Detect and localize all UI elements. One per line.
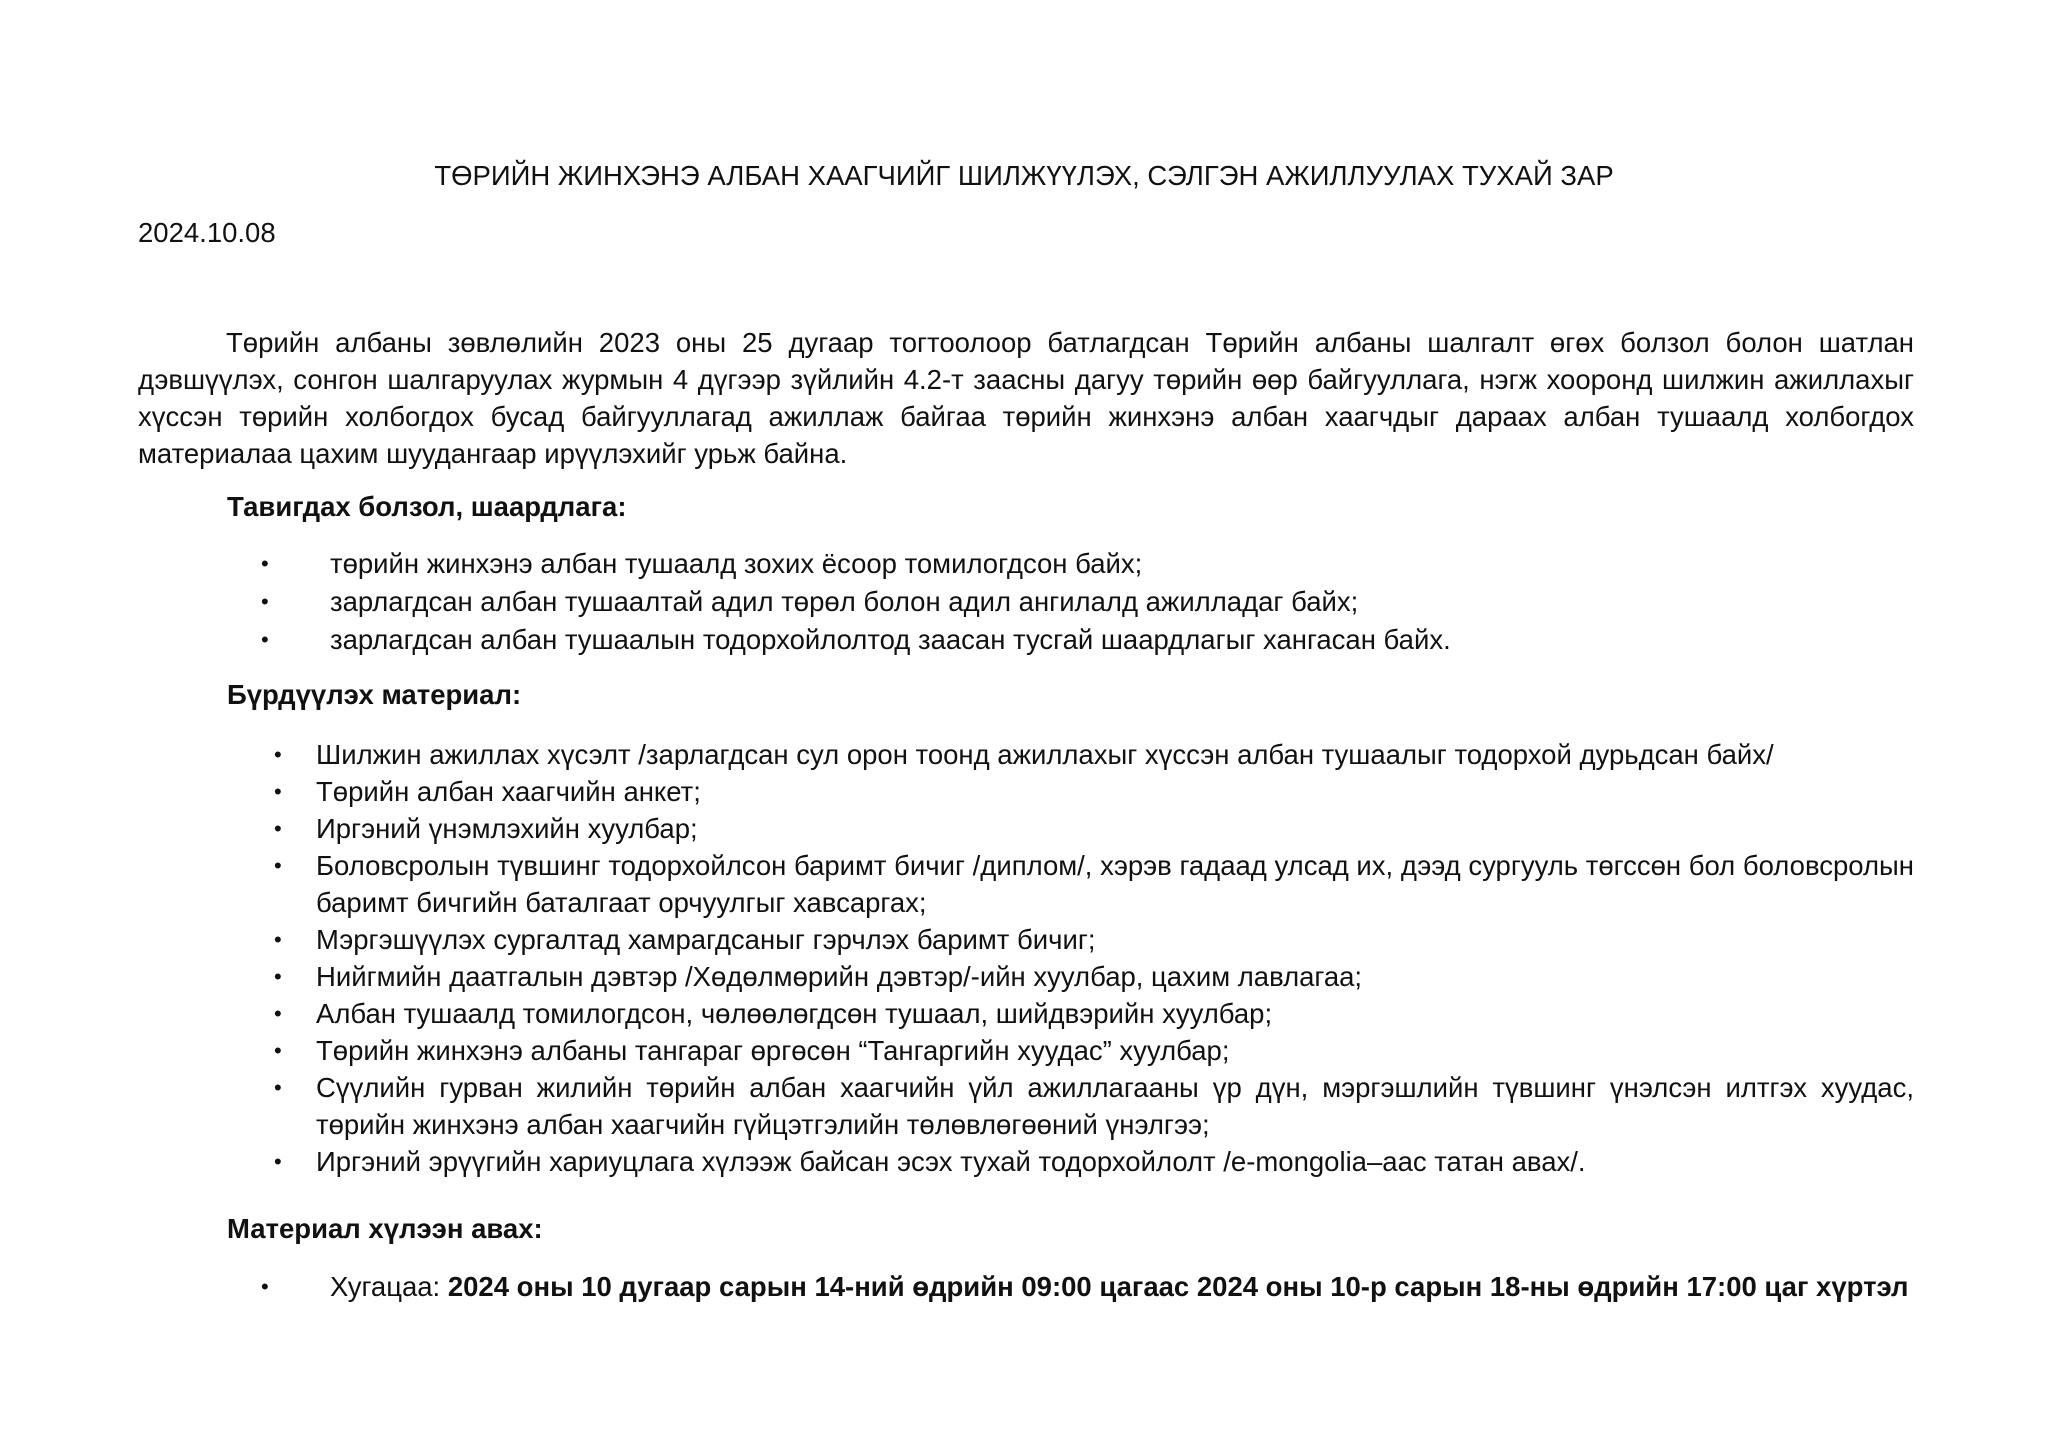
list-item: • Төрийн жинхэнэ албаны тангараг өргөсөн “Тангаргийн хуудас” хуулбар;: [316, 1032, 1914, 1069]
deadline-value: 2024 оны 10 дугаар сарын 14-ний өдрийн 09:00 цагаас 2024 оны 10-р сарын 18-ны өдрийн 17:00 цаг хүртэл: [447, 1271, 1909, 1302]
list-item: • зарлагдсан албан тушаалын тодорхойлолтод заасан тусгай шаардлагыг хангасан байх.: [330, 621, 1920, 658]
list-item: • Иргэний эрүүгийн хариуцлага хүлээж байсан эсэх тухай тодорхойлолт /e-mongolia–аас татан авах/.: [316, 1143, 1914, 1180]
bullet-icon: •: [261, 589, 269, 614]
bullet-icon: •: [261, 551, 269, 576]
document-title: ТӨРИЙН ЖИНХЭНЭ АЛБАН ХААГЧИЙГ ШИЛЖҮҮЛЭХ, СЭЛГЭН АЖИЛЛУУЛАХ ТУХАЙ ЗАР: [434, 160, 1614, 191]
requirements-list: [261, 545, 1920, 659]
receiving-list: [261, 1268, 1914, 1305]
bullet-icon: •: [274, 816, 282, 841]
bullet-icon: •: [274, 742, 282, 767]
bullet-icon: •: [274, 853, 282, 878]
list-item: • Төрийн албан хаагчийн анкет;: [316, 773, 1914, 810]
bullet-icon: •: [274, 1075, 282, 1100]
deadline-label: Хугацаа:: [330, 1271, 448, 1302]
bullet-icon: •: [274, 964, 282, 989]
document-date: 2024.10.08: [138, 217, 276, 248]
bullet-icon: •: [274, 779, 282, 804]
requirements-heading: Тавигдах болзол, шаардлага:: [227, 491, 627, 522]
list-item: • Шилжин ажиллах хүсэлт /зарлагдсан сул орон тоонд ажиллахыг хүссэн албан тушаалыг тодорхой дурьдсан байх/: [316, 736, 1914, 773]
list-item: [261, 1268, 1914, 1305]
list-item: • Мэргэшүүлэх сургалтад хамрагдсаныг гэрчлэх баримт бичиг;: [316, 921, 1914, 958]
materials-list: [274, 736, 1914, 1180]
list-item: • Албан тушаалд томилогдсон, чөлөөлөгдсөн тушаал, шийдвэрийн хуулбар;: [316, 995, 1914, 1032]
bullet-icon: •: [261, 627, 269, 652]
bullet-icon: •: [274, 1149, 282, 1174]
list-item: • төрийн жинхэнэ албан тушаалд зохих ёсоор томилогдсон байх;: [330, 545, 1920, 582]
list-item: • Боловсролын түвшинг тодорхойлсон баримт бичиг /диплом/, хэрэв гадаад улсад их, дээд сургууль төгссөн бол боловсролын баримт бичгийн баталгаат орчуулгыг хавсаргах;: [316, 847, 1914, 921]
list-item: • Иргэний үнэмлэхийн хуулбар;: [316, 810, 1914, 847]
bullet-icon: •: [274, 1038, 282, 1063]
intro-paragraph: Төрийн албаны зөвлөлийн 2023 оны 25 дугаар тогтоолоор батлагдсан Төрийн албаны шалгалт өгөх болзол болон шатлан дэвшүүлэх, сонгон шалгаруулах журмын 4 дүгээр зүйлийн 4.2-т заасны дагуу төрийн өөр байгууллага, нэгж хооронд шилжин ажиллахыг хүссэн төрийн холбогдох бусад байгууллагад ажиллаж байгаа төрийн жинхэнэ албан хаагчдыг дараах албан тушаалд холбогдох материалаа цахим шуудангаар ирүүлэхийг урьж байна.: [138, 327, 1914, 469]
list-item: • Сүүлийн гурван жилийн төрийн албан хаагчийн үйл ажиллагааны үр дүн, мэргэшлийн түвшинг үнэлсэн илтгэх хуудас, төрийн жинхэнэ албан хаагчийн гүйцэтгэлийн төлөвлөгөөний үнэлгээ;: [316, 1069, 1914, 1143]
list-item: • Нийгмийн даатгалын дэвтэр /Хөдөлмөрийн дэвтэр/-ийн хуулбар, цахим лавлагаа;: [316, 958, 1914, 995]
bullet-icon: •: [261, 1274, 269, 1299]
materials-heading: Бүрдүүлэх материал:: [227, 679, 522, 710]
bullet-icon: •: [274, 1001, 282, 1026]
receiving-heading: Материал хүлээн авах:: [227, 1213, 543, 1244]
bullet-icon: •: [274, 927, 282, 952]
list-item: • зарлагдсан албан тушаалтай адил төрөл болон адил ангилалд ажилладаг байх;: [330, 583, 1920, 620]
